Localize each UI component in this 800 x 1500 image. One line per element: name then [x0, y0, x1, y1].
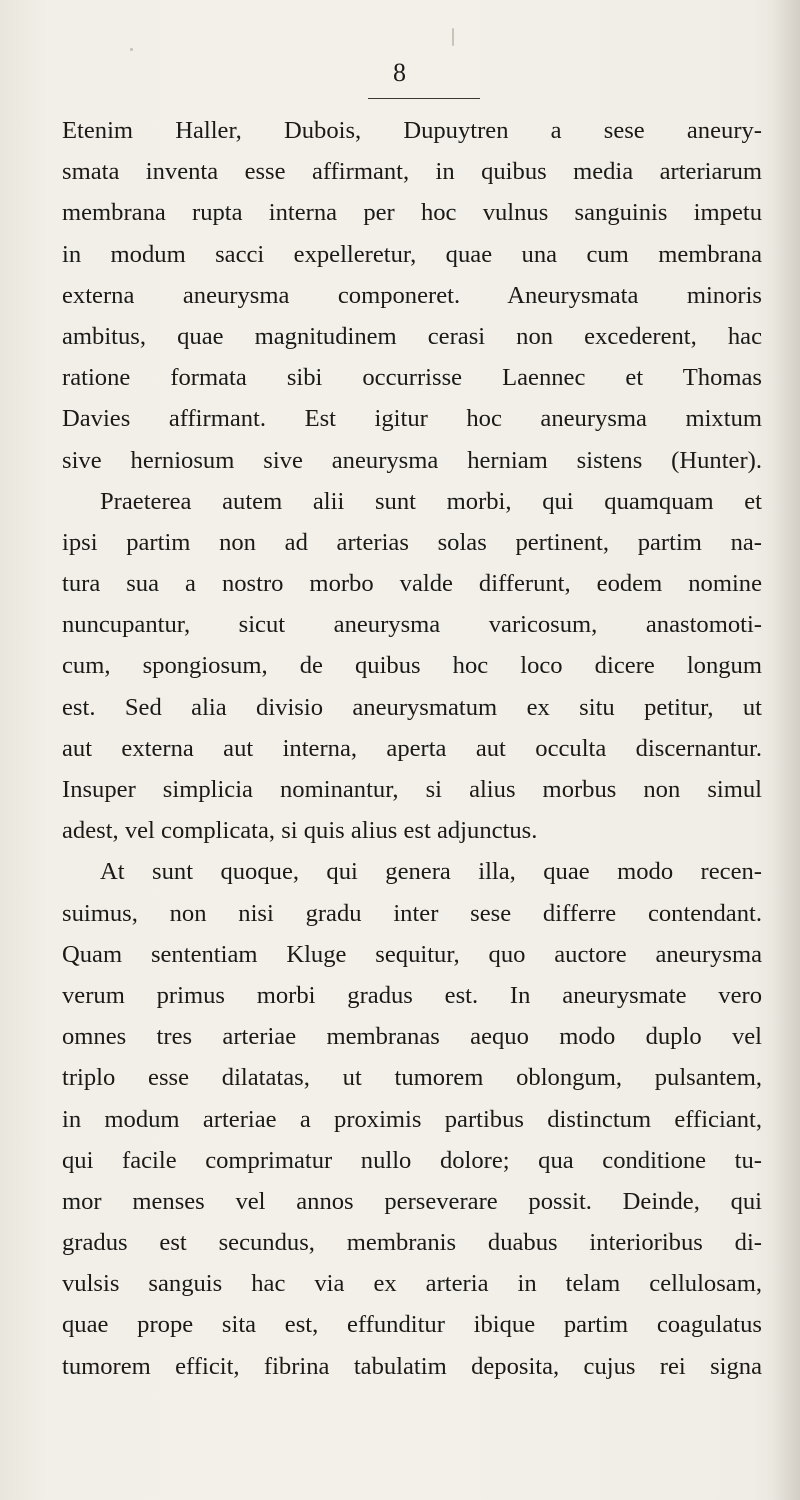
text-line: quae prope sita est, effunditur ibique partim coagulatus [62, 1311, 762, 1339]
paper-speck [130, 48, 133, 51]
text-line: gradus est secundus, membranis duabus interioribus di- [62, 1229, 762, 1257]
text-line: verum primus morbi gradus est. In aneurysmate vero [62, 981, 762, 1009]
text-line: Insuper simplicia nominantur, si alius morbus non simul [62, 776, 762, 803]
text-line: qui facile comprimatur nullo dolore; qua conditione tu- [62, 1146, 762, 1174]
text-line: membrana rupta interna per hoc vulnus sanguinis impetu [62, 199, 762, 227]
text-line: adest, vel complicata, si quis alius est adjunctus. [62, 817, 538, 845]
text-line: ipsi partim non ad arterias solas pertinent, partim na- [62, 528, 762, 556]
body-text [62, 110, 762, 1387]
text-line: in modum arteriae a proximis partibus distinctum efficiant, [62, 1105, 762, 1133]
text-line: vulsis sanguis hac via ex arteria in telam cellulosam, [62, 1270, 762, 1298]
text-line: Quam sententiam Kluge sequitur, quo auctore aneurysma [62, 940, 762, 968]
text-line: tura sua a nostro morbo valde differunt, eodem nomine [62, 570, 762, 598]
text-line: ambitus, quae magnitudinem cerasi non excederent, hac [62, 322, 762, 350]
text-line: aut externa aut interna, aperta aut occulta discernantur. [62, 734, 762, 762]
text-line: ratione formata sibi occurrisse Laennec et Thomas [62, 364, 762, 392]
text-line: cum, spongiosum, de quibus hoc loco dicere longum [62, 652, 762, 680]
text-line: mor menses vel annos perseverare possit. Deinde, qui [62, 1187, 762, 1215]
text-line: sive herniosum sive aneurysma herniam sistens (Hunter). [62, 446, 762, 474]
text-line: externa aneurysma componeret. Aneurysmata minoris [62, 281, 762, 309]
text-line: triplo esse dilatatas, ut tumorem oblongum, pulsantem, [62, 1064, 762, 1092]
text-line: in modum sacci expelleretur, quae una cum membrana [62, 240, 762, 268]
text-line: est. Sed alia divisio aneurysmatum ex situ petitur, ut [62, 693, 762, 721]
page-number: 8 [393, 58, 407, 87]
text-line: nuncupantur, sicut aneurysma varicosum, anastomoti- [62, 611, 762, 639]
page-number-rule [368, 98, 480, 99]
text-line: Praeterea autem alii sunt morbi, qui quamquam et [100, 487, 762, 515]
text-line: At sunt quoque, qui genera illa, quae modo recen- [100, 858, 762, 886]
page-edge-shadow [772, 0, 800, 1500]
text-line: Davies affirmant. Est igitur hoc aneurysma mixtum [62, 405, 762, 433]
text-line: Etenim Haller, Dubois, Dupuytren a sese aneury- [62, 117, 762, 144]
paper-speck [452, 28, 454, 46]
text-line: smata inventa esse affirmant, in quibus media arteriarum [62, 158, 762, 186]
text-line: omnes tres arteriae membranas aequo modo duplo vel [62, 1023, 762, 1051]
text-line: suimus, non nisi gradu inter sese differre contendant. [62, 899, 762, 927]
text-line: tumorem efficit, fibrina tabulatim deposita, cujus rei signa [62, 1352, 762, 1380]
